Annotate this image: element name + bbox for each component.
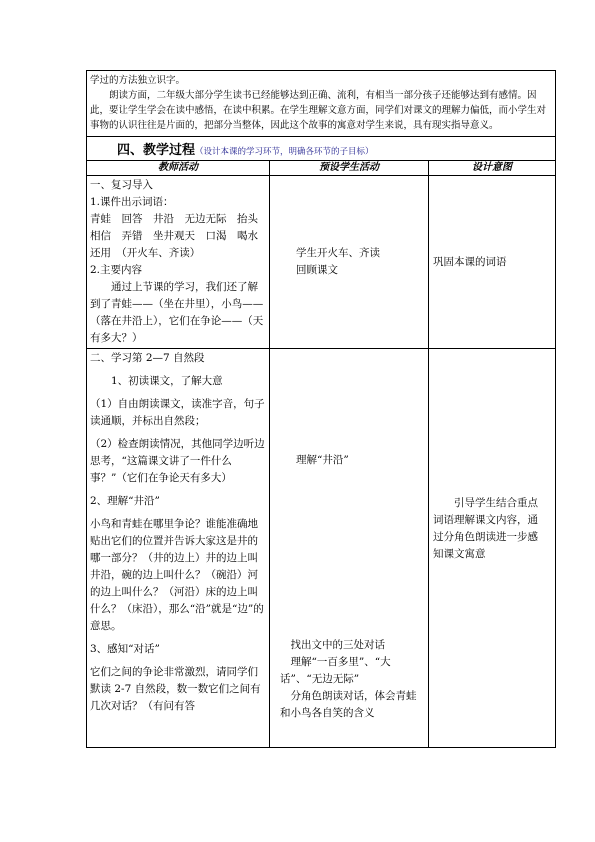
section-title-cell — [87, 137, 556, 161]
study-design-cell — [429, 349, 556, 748]
review-row — [87, 176, 556, 349]
intro-line: 学过的方法独立识字。 — [90, 75, 186, 86]
study-read-2: （2）检查朗读情况，其他同学边听边思考，“这篇课文讲了一件什么事？”（它们在争论天有多大） — [90, 438, 265, 484]
intro-paragraph: 朗读方面，二年级大部分学生读书已经能够达到正确、流利，有相当一部分孩子还能够达到有感情。因此，要让学生学会在读中感悟，在读中积累。在学生理解文意方面，同学们对课文的理解力偏低，而小学生对事物的认识往往是片面的，把部分当整体，因此这个故事的寓意对学生来说，具有现实指导意义。 — [90, 90, 547, 131]
header-student: 预设学生活动 — [270, 161, 429, 176]
review-student-cell — [270, 176, 429, 349]
study-student-b: 理解“一百多里”、“大话”、“无边无际” — [280, 656, 391, 685]
review-design-cell — [429, 176, 556, 349]
study-read-1: （1）自由朗读课文，读准字音，句子读通顺，并标出自然段； — [90, 398, 265, 427]
study-jingyan: 小鸟和青蛙在哪里争论？谁能准确地贴出它们的位置并告诉大家这是井的哪一部分？（井的边上）井的边上叫井沿，碗的边上叫什么？（碗沿）河的边上叫什么？（河沿）床的边上叫什么？（床沿），那么“沿”就是“边”的意思。 — [90, 518, 264, 632]
intro-cell — [87, 71, 556, 137]
document-page — [86, 70, 555, 748]
review-summary: 通过上节课的学习，我们还了解到了青蛙——（坐在井里），小鸟—— （落在井沿上），它们在争论——（天有多大？） — [90, 281, 274, 344]
review-student-2: 回顾课文 — [296, 264, 338, 276]
header-row — [87, 161, 556, 176]
study-step-3: 3、感知“对话” — [90, 643, 160, 655]
section-row — [87, 137, 556, 161]
study-student-cell — [270, 349, 429, 748]
section-note: （设计本课的学习环节，明确各环节的子目标） — [195, 147, 374, 157]
review-design-text: 巩固本课的词语 — [433, 255, 507, 268]
header-design: 设计意图 — [429, 161, 556, 176]
study-student-jingyan: 理解“井沿” — [296, 454, 349, 466]
review-teacher-cell — [87, 176, 274, 349]
header-teacher: 教师活动 — [87, 161, 270, 176]
study-step-1: 1、初读课文，了解大意 — [111, 375, 223, 387]
review-student-1: 学生开火车、齐读 — [296, 247, 380, 259]
review-step-1: 1.课件出示词语： — [90, 196, 174, 208]
study-design-text: 引导学生结合重点词语理解课文内容，通过分角色朗读进一步感知课文寓意 — [433, 497, 538, 560]
lesson-table — [86, 70, 556, 748]
study-teacher-cell — [87, 349, 270, 748]
study-student-c: 分角色朗读对话，体会青蛙和小鸟各自笑的含义 — [280, 690, 417, 719]
study-step-2: 2、理解“井沿” — [90, 495, 160, 507]
intro-row — [87, 71, 556, 137]
review-heading: 一、复习导入 — [90, 179, 153, 191]
study-row — [87, 349, 556, 748]
study-student-group — [280, 637, 426, 722]
review-step-2: 2.主要内容 — [90, 264, 143, 276]
study-heading: 二、学习第 2—7 自然段 — [90, 352, 205, 364]
study-student-a: 找出文中的三处对话 — [290, 639, 385, 651]
study-dialogue: 它们之间的争论非常激烈，请同学们默读 2-7 自然段，数一数它们之间有几次对话？（有问有答 — [90, 666, 261, 712]
section-title: 四、教学过程 — [117, 143, 196, 158]
review-words: 青蛙 回答 井沿 无边无际 抬头 相信 弄错 坐井观天 口渴 喝水 还用 （开火车、齐读） — [90, 213, 269, 259]
